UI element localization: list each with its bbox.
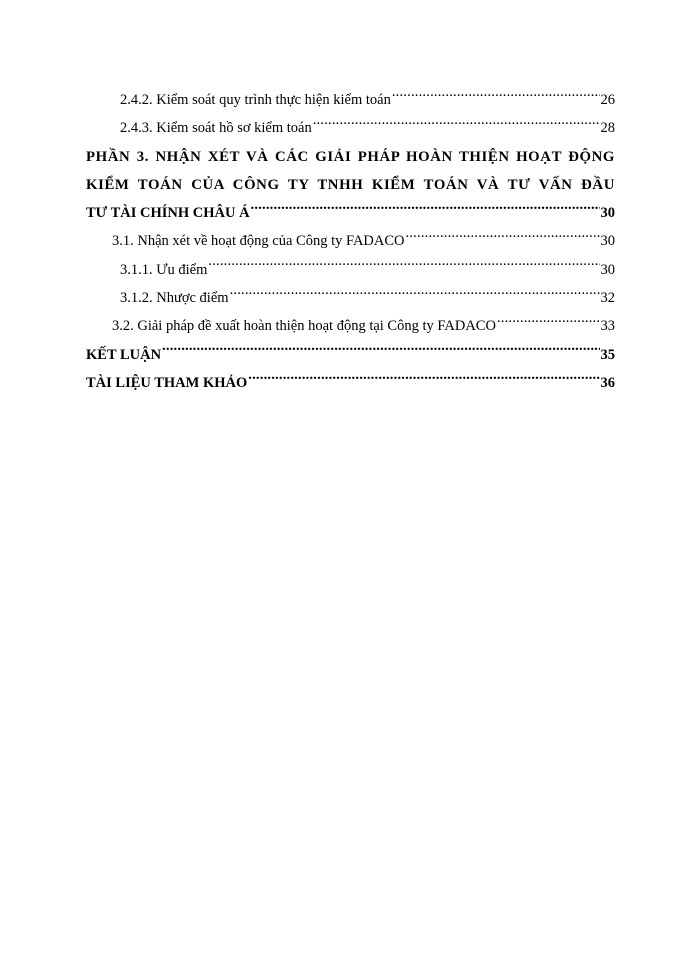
toc-leader-dots [230,288,600,303]
toc-entry-3-1-2 [86,284,615,312]
toc-entry-label: 2.4.2. Kiểm soát quy trình thực hiện kiểm toán [120,92,391,108]
toc-entry-label: 3.2. Giải pháp đề xuất hoàn thiện hoạt động tại Công ty FADACO [112,318,496,335]
toc-entry-page: 30 [600,205,615,222]
toc-entry-page: 33 [600,318,615,335]
toc-entry-2-4-2 [86,86,615,114]
toc-entry-page: 28 [600,120,615,137]
toc-entry-page: 36 [600,374,615,391]
toc-part3-heading [86,143,615,200]
toc-part3-line2: KIỂM TOÁN CỦA CÔNG TY TNHH KIỂM TOÁN VÀ TƯ VẤN ĐẦU [86,176,615,193]
toc-leader-dots [313,118,600,133]
toc-entry-page: 32 [600,290,615,307]
table-of-contents [86,86,615,397]
toc-entry-conclusion [86,341,615,369]
toc-entry-page: 26 [600,92,615,108]
toc-part3-line1: PHẦN 3. NHẬN XÉT VÀ CÁC GIẢI PHÁP HOÀN THIỆN HOẠT ĐỘNG [86,148,615,165]
toc-entry-label: KẾT LUẬN [86,346,162,363]
toc-leader-dots [392,90,600,105]
toc-leader-dots [497,316,600,331]
toc-entry-page: 30 [600,233,615,250]
toc-entry-3-1-1 [86,256,615,284]
toc-entry-label: 3.1.2. Nhược điểm [120,290,229,307]
toc-entry-3-2 [86,312,615,340]
toc-part3-line3: TƯ TÀI CHÍNH CHÂU Á [86,205,250,222]
toc-entry-label: 3.1. Nhận xét về hoạt động của Công ty FADACO [112,233,405,250]
toc-entry-label: 2.4.3. Kiểm soát hồ sơ kiểm toán [120,120,312,137]
toc-leader-dots [406,231,600,246]
toc-entry-page: 35 [600,346,615,363]
toc-entry-page: 30 [600,261,615,278]
toc-leader-dots [251,203,600,218]
toc-entry-part3-last-line [86,199,615,227]
toc-entry-3-1 [86,227,615,255]
toc-leader-dots [162,344,599,359]
toc-leader-dots [248,372,599,387]
toc-entry-label: 3.1.1. Ưu điểm [120,261,208,278]
toc-entry-references [86,369,615,397]
toc-entry-label: TÀI LIỆU THAM KHẢO [86,374,248,391]
toc-leader-dots [208,259,599,274]
toc-entry-2-4-3 [86,114,615,142]
